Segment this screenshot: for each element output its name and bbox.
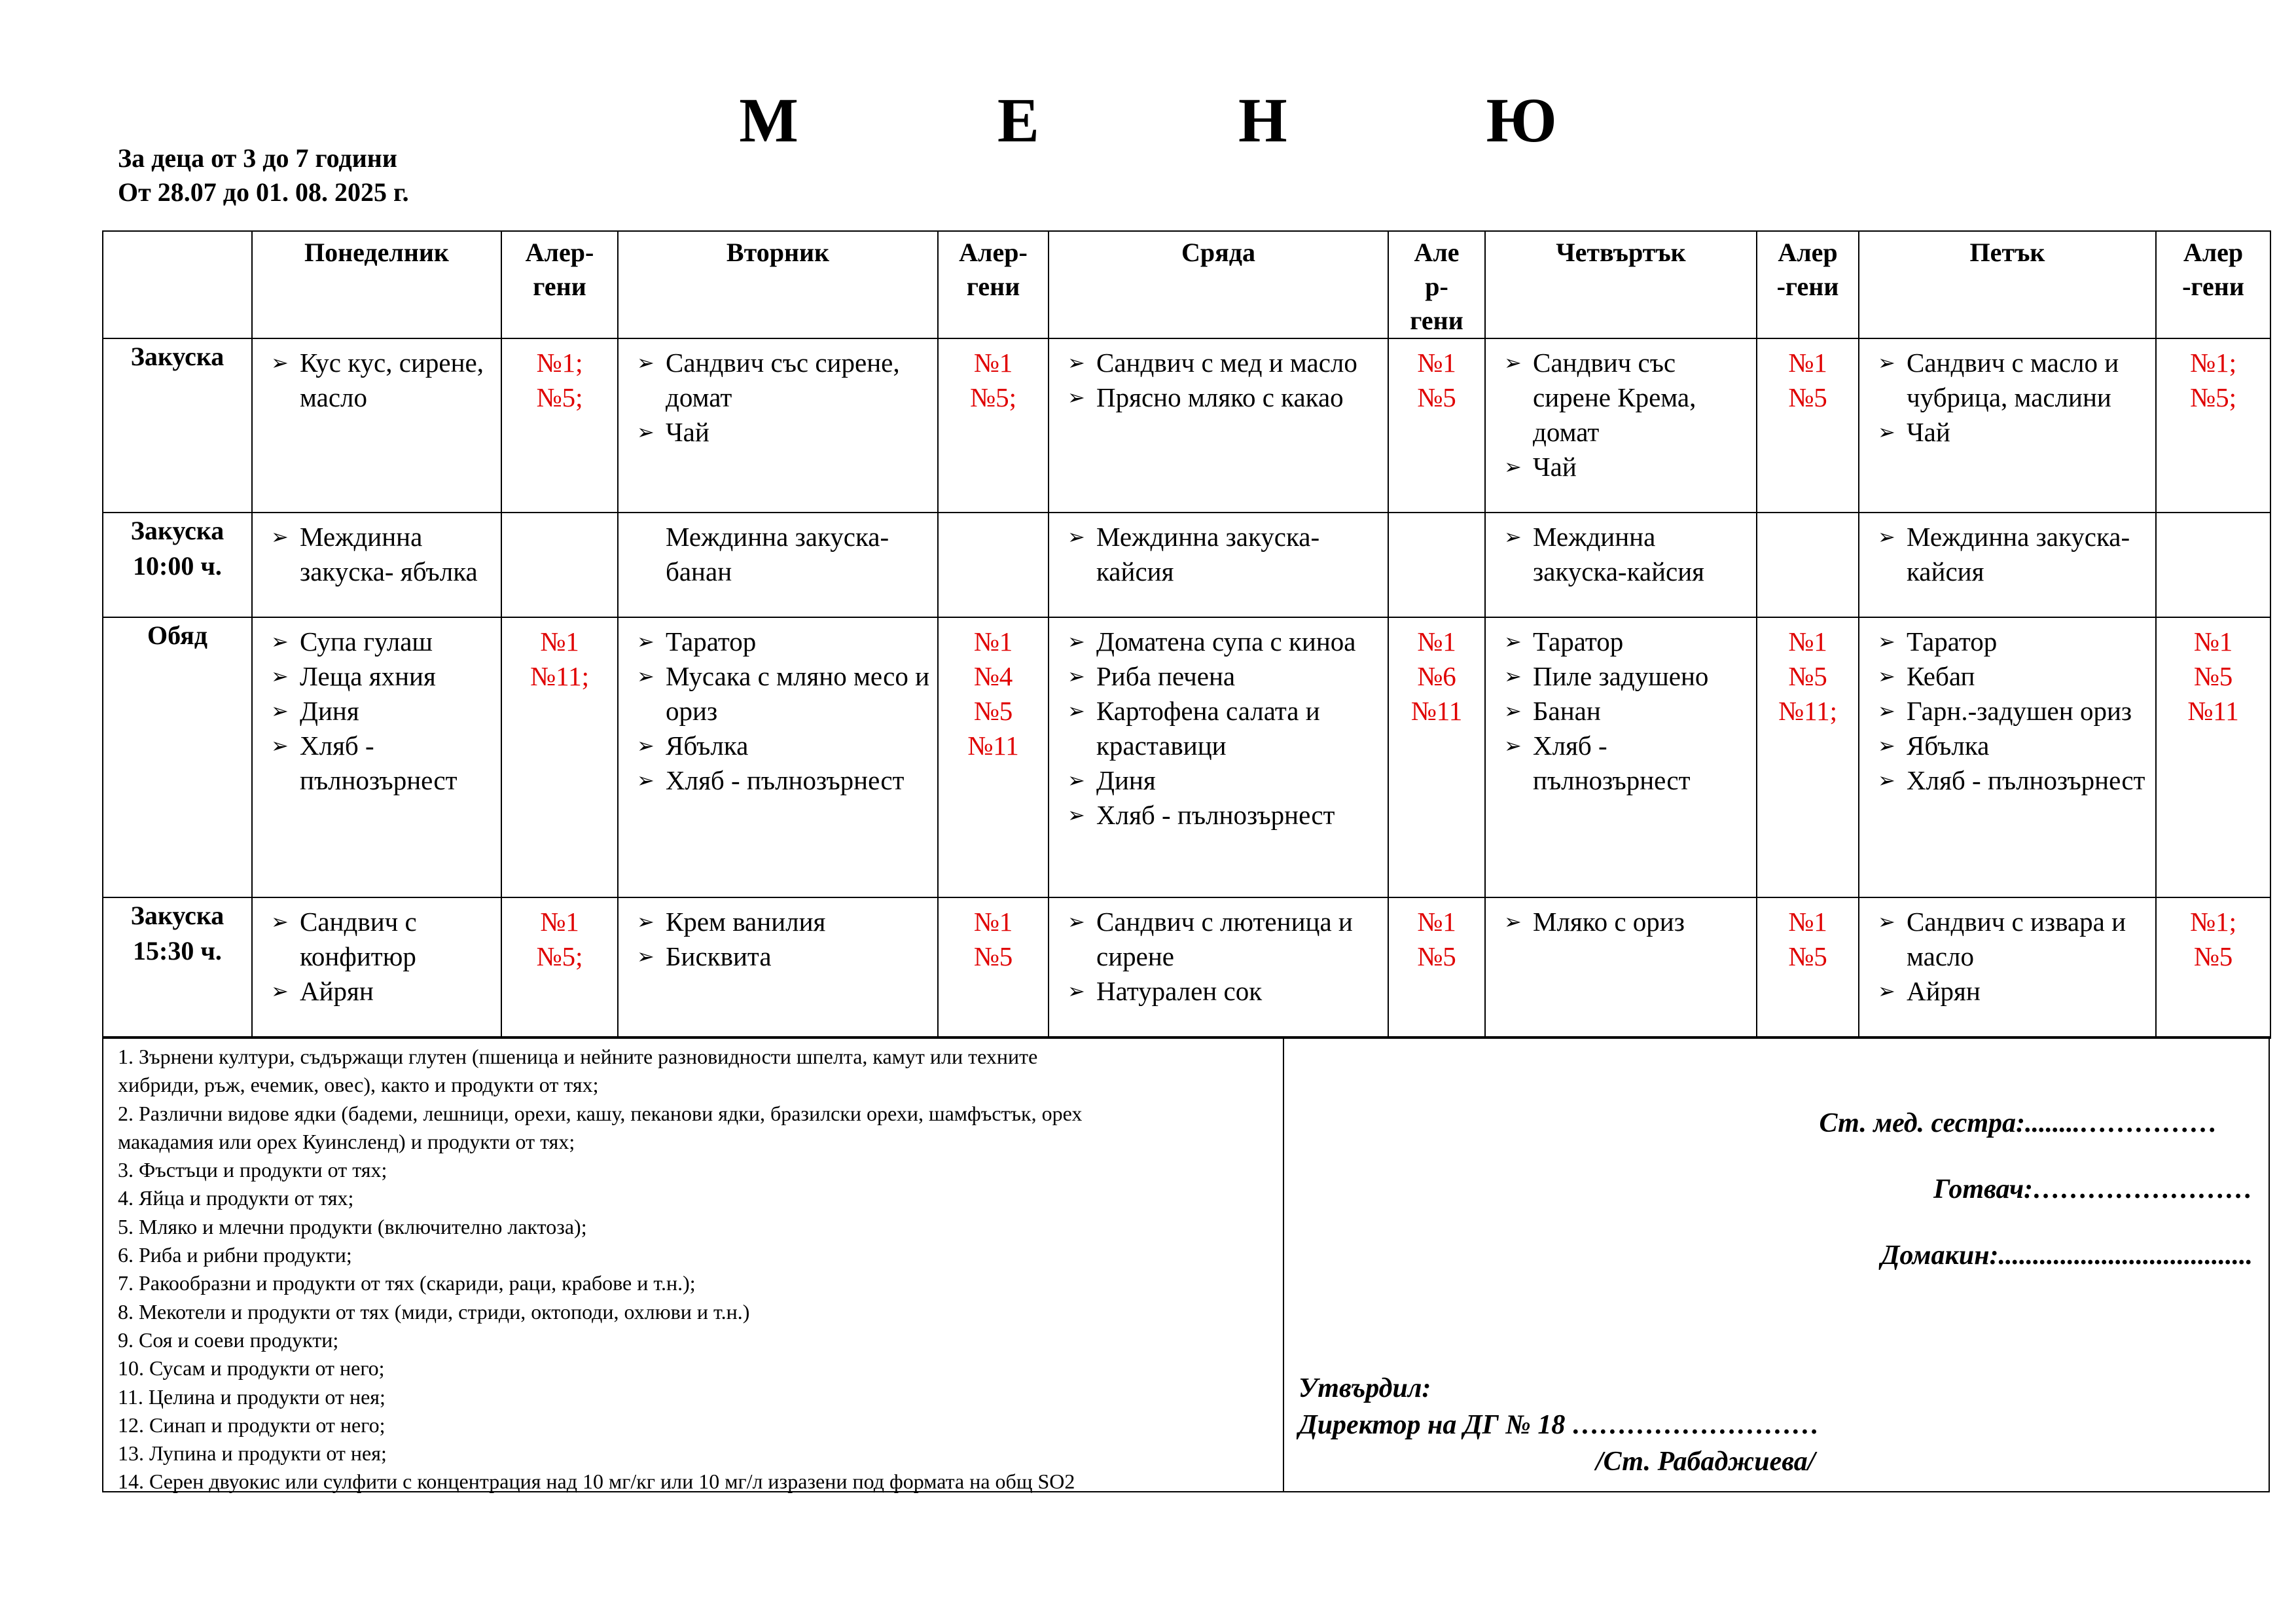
menu-item: ➢ Ябълка xyxy=(637,729,931,763)
menu-items-cell xyxy=(252,513,501,617)
menu-item: ➢ Хляб - пълнозърнест xyxy=(1067,798,1381,833)
menu-item: ➢ Междинна закуска- кайсия xyxy=(1067,520,1381,589)
header-allergens-tuesday: Алер- гени xyxy=(938,231,1049,338)
menu-item: ➢ Бисквита xyxy=(637,939,931,974)
header-thursday: Четвъртък xyxy=(1485,231,1757,338)
menu-item: ➢ Пиле задушено xyxy=(1504,659,1749,694)
page-title: М Е Н Ю xyxy=(739,85,1649,155)
legend-line: 14. Серен двуокис или сулфити с концентрация над 10 мг/кг или 10 мг/л изразени под формата на общ SO2 xyxy=(118,1470,1075,1494)
menu-item: ➢ Диня xyxy=(271,694,494,729)
allergen-code: №1 xyxy=(1417,348,1456,378)
menu-item: ➢ Прясно мляко с какао xyxy=(1067,380,1381,415)
allergen-code: №11; xyxy=(530,661,589,691)
allergen-code: №5 xyxy=(1417,941,1456,971)
menu-items-cell xyxy=(618,617,938,897)
menu-item: ➢ Мляко с ориз xyxy=(1504,905,1749,939)
menu-item: ➢ Кебап xyxy=(1878,659,2149,694)
allergens-cell xyxy=(1388,617,1485,897)
menu-items-cell xyxy=(618,897,938,1038)
nurse-signature: Ст. мед. сестра:........…………… xyxy=(1819,1108,2217,1138)
menu-item: ➢ Чай xyxy=(637,415,931,450)
menu-item: ➢ Чай xyxy=(1878,415,2149,450)
menu-item: ➢ Междинна закуска- ябълка xyxy=(271,520,494,589)
allergen-code: №5 xyxy=(1788,941,1827,971)
allergen-code: №11 xyxy=(967,731,1019,761)
allergen-code: №5 xyxy=(1417,382,1456,412)
legend-line: 13. Лупина и продукти от нея; xyxy=(118,1441,387,1466)
allergen-code: №1 xyxy=(973,348,1013,378)
allergen-code: №5; xyxy=(536,941,583,971)
header-allergens-friday: Алер -гени xyxy=(2156,231,2270,338)
housekeeper-signature: Домакин:..................................... xyxy=(1880,1240,2253,1271)
menu-item: ➢ Ябълка xyxy=(1878,729,2149,763)
menu-item: ➢ Сандвич с масло и чубрица, маслини xyxy=(1878,346,2149,415)
header-wednesday: Сряда xyxy=(1049,231,1388,338)
allergen-code: №11; xyxy=(1778,696,1837,726)
menu-item: ➢ Доматена супа с киноа xyxy=(1067,624,1381,659)
meal-row xyxy=(103,513,2270,617)
cook-signature: Готвач:…………………… xyxy=(1933,1174,2253,1204)
legend-line: 3. Фъстъци и продукти от тях; xyxy=(118,1158,387,1182)
menu-item: ➢ Чай xyxy=(1504,450,1749,484)
menu-item: ➢ Сандвич с мед и масло xyxy=(1067,346,1381,380)
allergens-cell xyxy=(1388,897,1485,1038)
meal-row xyxy=(103,617,2270,897)
allergen-code: №5; xyxy=(969,382,1016,412)
menu-items-cell xyxy=(1859,617,2156,897)
allergen-code: №1; xyxy=(2189,907,2236,937)
menu-table xyxy=(102,230,2271,1039)
menu-item: ➢ Таратор xyxy=(1878,624,2149,659)
legend-line: 4. Яйца и продукти от тях; xyxy=(118,1186,354,1210)
menu-item: ➢ Супа гулаш xyxy=(271,624,494,659)
allergen-code: №1 xyxy=(1788,626,1827,657)
menu-item: ➢ Хляб - пълнозърнест xyxy=(637,763,931,798)
menu-item: ➢ Мусака с мляно месо и ориз xyxy=(637,659,931,729)
menu-item: ➢ Таратор xyxy=(637,624,931,659)
meal-name: Закуска 15:30 ч. xyxy=(103,897,252,1038)
allergens-cell xyxy=(501,338,618,513)
allergens-cell xyxy=(2156,897,2270,1038)
meal-name: Обяд xyxy=(103,617,252,897)
allergen-code: №5; xyxy=(536,382,583,412)
allergen-code: №6 xyxy=(1417,661,1456,691)
menu-items-cell xyxy=(1859,513,2156,617)
allergen-code: №11 xyxy=(1410,696,1463,726)
director-name: /Ст. Рабаджиева/ xyxy=(1596,1447,1816,1477)
menu-item: ➢ Гарн.-задушен ориз xyxy=(1878,694,2149,729)
meal-name: Закуска xyxy=(103,338,252,513)
menu-items-cell xyxy=(1485,513,1757,617)
allergen-code: №5; xyxy=(2189,382,2236,412)
allergens-cell xyxy=(938,897,1049,1038)
allergen-code: №5 xyxy=(2193,661,2233,691)
date-range: От 28.07 до 01. 08. 2025 г. xyxy=(118,177,409,207)
corner-cell xyxy=(103,231,252,338)
menu-item: ➢ Сандвич със сирене Крема, домат xyxy=(1504,346,1749,450)
menu-items-cell xyxy=(1859,897,2156,1038)
menu-items-cell xyxy=(1049,897,1388,1038)
menu-items-cell xyxy=(618,338,938,513)
allergen-code: №1 xyxy=(540,907,579,937)
legend-line: 5. Мляко и млечни продукти (включително лактоза); xyxy=(118,1214,587,1238)
allergens-cell xyxy=(938,513,1049,617)
allergens-cell xyxy=(1757,617,1859,897)
menu-item: ➢ Риба печена xyxy=(1067,659,1381,694)
allergen-code: №1 xyxy=(2193,626,2233,657)
header-allergens-monday: Алер- гени xyxy=(501,231,618,338)
allergens-cell xyxy=(2156,513,2270,617)
menu-item: ➢ Айрян xyxy=(1878,974,2149,1009)
allergen-code: №5 xyxy=(1788,382,1827,412)
meal-row xyxy=(103,338,2270,513)
menu-item: ➢ Диня xyxy=(1067,763,1381,798)
allergen-code: №4 xyxy=(973,661,1013,691)
allergen-code: №1 xyxy=(1788,907,1827,937)
allergen-code: №11 xyxy=(2187,696,2239,726)
menu-items-cell xyxy=(1485,338,1757,513)
allergens-cell xyxy=(938,338,1049,513)
menu-items-cell xyxy=(252,338,501,513)
menu-items-cell xyxy=(252,897,501,1038)
legend-line: 10. Сусам и продукти от него; xyxy=(118,1356,385,1380)
menu-item: ➢ Хляб - пълнозърнест xyxy=(1878,763,2149,798)
allergens-cell xyxy=(2156,338,2270,513)
allergen-code: №1 xyxy=(973,907,1013,937)
allergen-code: №1 xyxy=(1417,626,1456,657)
menu-item: ➢ Хляб - пълнозърнест xyxy=(271,729,494,798)
allergen-code: №1; xyxy=(536,348,583,378)
allergen-code: №1 xyxy=(1788,348,1827,378)
approved-label: Утвърдил: xyxy=(1299,1373,1431,1403)
menu-item: ➢ Айрян xyxy=(271,974,494,1009)
allergens-cell xyxy=(1757,513,1859,617)
allergens-cell xyxy=(501,617,618,897)
menu-items-cell xyxy=(1485,617,1757,897)
menu-item: ➢ Таратор xyxy=(1504,624,1749,659)
meal-name: Закуска 10:00 ч. xyxy=(103,513,252,617)
allergen-code: №5 xyxy=(2193,941,2233,971)
allergens-cell xyxy=(501,897,618,1038)
menu-item: ➢ Сандвич с извара и масло xyxy=(1878,905,2149,974)
allergen-code: №1; xyxy=(2189,348,2236,378)
menu-item: ➢ Крем ванилия xyxy=(637,905,931,939)
menu-item: Междинна закуска- банан xyxy=(666,522,889,586)
menu-items-cell xyxy=(1485,897,1757,1038)
menu-items-cell xyxy=(1049,617,1388,897)
allergens-cell xyxy=(501,513,618,617)
legend-line: 9. Соя и соеви продукти; xyxy=(118,1327,339,1352)
allergens-cell xyxy=(2156,617,2270,897)
header-allergens-wednesday: Але р- гени xyxy=(1388,231,1485,338)
menu-item: ➢ Сандвич със сирене, домат xyxy=(637,346,931,415)
legend-line: 12. Синап и продукти от него; xyxy=(118,1413,386,1437)
header-friday: Петък xyxy=(1859,231,2156,338)
meal-row xyxy=(103,897,2270,1038)
allergens-cell xyxy=(1757,338,1859,513)
menu-item: ➢ Картофена салата и краставици xyxy=(1067,694,1381,763)
header-allergens-thursday: Алер -гени xyxy=(1757,231,1859,338)
menu-items-cell xyxy=(618,513,938,617)
legend-line: 6. Риба и рибни продукти; xyxy=(118,1243,352,1267)
menu-items-cell xyxy=(252,617,501,897)
legend-line: 8. Мекотели и продукти от тях (миди, стриди, октоподи, охлюви и т.н.) xyxy=(118,1299,750,1324)
legend-line: 2. Различни видове ядки (бадеми, лешници, орехи, кашу, пеканови ядки, бразилски орехи, шамфъстък, орех xyxy=(118,1101,1083,1125)
footer-box xyxy=(102,1036,2270,1492)
menu-items-cell xyxy=(1049,513,1388,617)
menu-items-cell xyxy=(1859,338,2156,513)
legend-line: 1. Зърнени култури, съдържащи глутен (пшеница и нейните разновидности шпелта, камут или техните xyxy=(118,1045,1038,1068)
allergens-cell xyxy=(1388,513,1485,617)
allergens-cell xyxy=(938,617,1049,897)
allergen-code: №5 xyxy=(973,941,1013,971)
director-signature: Директор на ДГ № 18 ……………………… xyxy=(1299,1410,1820,1440)
legend-line: 7. Ракообразни и продукти от тях (скариди, раци, крабове и т.н.); xyxy=(118,1271,696,1295)
allergens-cell xyxy=(1757,897,1859,1038)
header-monday: Понеделник xyxy=(252,231,501,338)
allergens-cell xyxy=(1388,338,1485,513)
allergen-legend xyxy=(103,1038,1284,1494)
menu-items-cell xyxy=(1049,338,1388,513)
menu-item: ➢ Кус кус, сирене, масло xyxy=(271,346,494,415)
menu-item: ➢ Междинна закуска-кайсия xyxy=(1504,520,1749,589)
allergen-code: №1 xyxy=(1417,907,1456,937)
menu-item: ➢ Банан xyxy=(1504,694,1749,729)
age-group: За деца от 3 до 7 години xyxy=(118,143,397,173)
legend-line: 11. Целина и продукти от нея; xyxy=(118,1384,386,1409)
allergen-code: №5 xyxy=(1788,661,1827,691)
menu-item: ➢ Сандвич с лютеница и сирене xyxy=(1067,905,1381,974)
legend-line: хибриди, ръж, ечемик, овес), както и продукти от тях; xyxy=(118,1073,599,1097)
allergen-code: №5 xyxy=(973,696,1013,726)
menu-item: ➢ Натурален сок xyxy=(1067,974,1381,1009)
header-tuesday: Вторник xyxy=(618,231,938,338)
allergen-code: №1 xyxy=(540,626,579,657)
menu-item: ➢ Междинна закуска-кайсия xyxy=(1878,520,2149,589)
menu-item: ➢ Леща яхния xyxy=(271,659,494,694)
legend-line: макадамия или орех Куинсленд) и продукти от тях; xyxy=(118,1129,575,1153)
menu-item: ➢ Хляб - пълнозърнест xyxy=(1504,729,1749,798)
menu-item: ➢ Сандвич с конфитюр xyxy=(271,905,494,974)
allergen-code: №1 xyxy=(973,626,1013,657)
